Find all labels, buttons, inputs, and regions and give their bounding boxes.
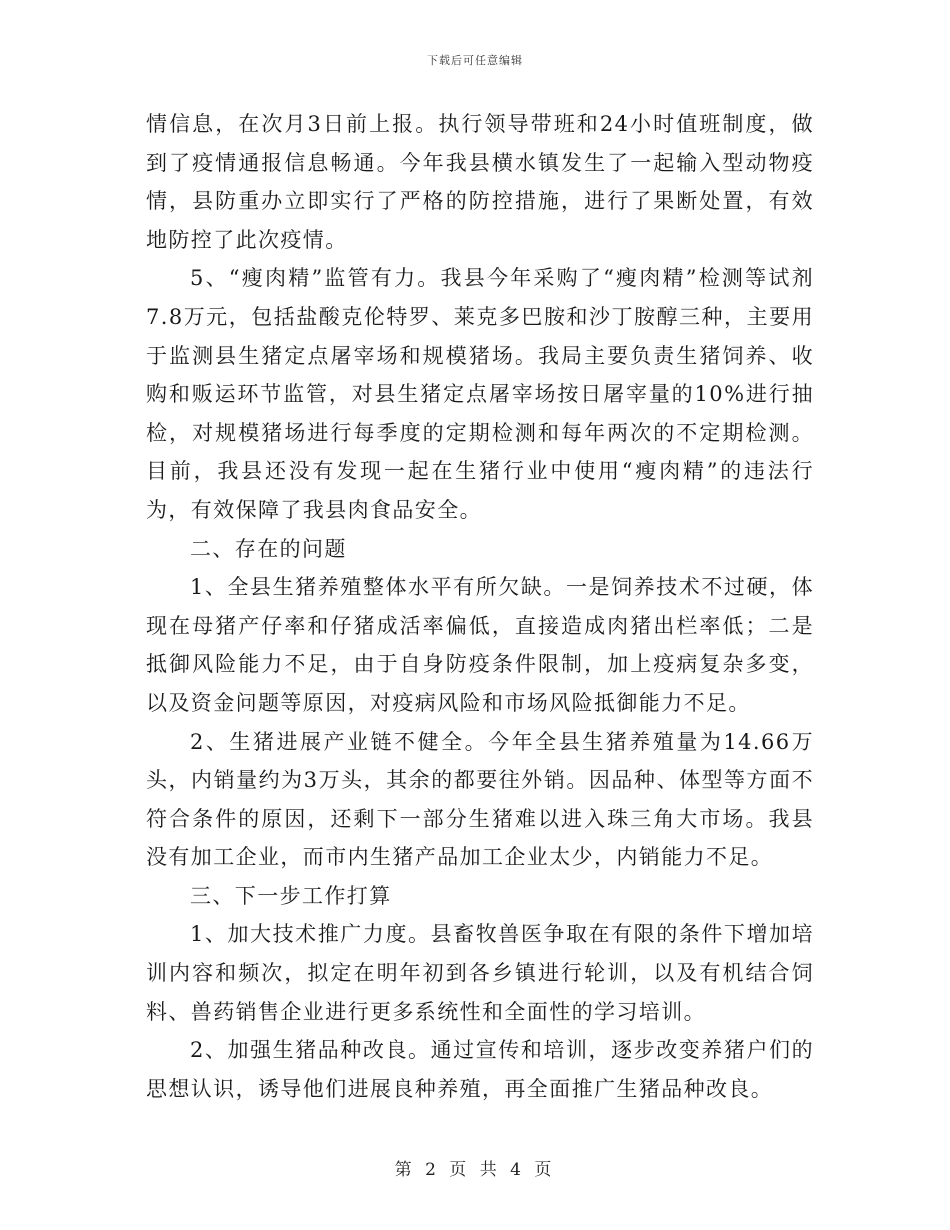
page-header-note: 下载后可任意编辑: [427, 54, 523, 67]
section-heading-problems: 二、存在的问题: [190, 536, 347, 561]
paragraph-technology-promotion: 1、加大技术推广力度。县畜牧兽医争取在有限的条件下增加培训内容和频次，拟定在明年初到各乡镇进行轮训，以及有机结合饲料、兽药销售企业进行更多系统性和全面性的学习培训。: [146, 922, 814, 1024]
section-heading-next-steps: 三、下一步工作打算: [190, 883, 392, 908]
paragraph-breeding-level: 1、全县生猪养殖整体水平有所欠缺。一是饲养技术不过硬，体现在母猪产仔率和仔猪成活率偏低，直接造成肉猪出栏率低；二是抵御风险能力不足，由于自身防疫条件限制，加上疫病复杂多变，以及资金问题等原因，对疫病风险和市场风险抵御能力不足。: [146, 575, 814, 715]
paragraph-breed-improvement: 2、加强生猪品种改良。通过宣传和培训，逐步改变养猪户们的思想认识，诱导他们进展良种养殖，再全面推广生猪品种改良。: [146, 1038, 814, 1101]
paragraph-industry-chain: 2、生猪进展产业链不健全。今年全县生猪养殖量为14.66万头，内销量约为3万头，其余的都要往外销。因品种、体型等方面不符合条件的原因，还剩下一部分生猪难以进入珠三角大市场。我县没有加工企业，而市内生猪产品加工企业太少，内销能力不足。: [146, 729, 814, 870]
paragraph-clenbuterol-supervision: 5、“瘦肉精”监管有力。我县今年采购了“瘦肉精”检测等试剂7.8万元，包括盐酸克伦特罗、莱克多巴胺和沙丁胺醇三种，主要用于监测县生猪定点屠宰场和规模猪场。我局主要负责生猪饲养、收购和贩运环节监管，对县生猪定点屠宰场按日屠宰量的10%进行抽检，对规模猪场进行每季度的定期检测和每年两次的不定期检测。目前，我县还没有发现一起在生猪行业中使用“瘦肉精”的违法行为，有效保障了我县肉食品安全。: [146, 266, 814, 522]
page-number: 第 2 页 共 4 页: [394, 1160, 556, 1180]
paragraph-epidemic-report: 情信息，在次月3日前上报。执行领导带班和24小时值班制度，做到了疫情通报信息畅通。今年我县横水镇发生了一起输入型动物疫情，县防重办立即实行了严格的防控措施，进行了果断处置，有效地防控了此次疫情。: [146, 112, 814, 252]
document-body: [146, 105, 814, 1108]
